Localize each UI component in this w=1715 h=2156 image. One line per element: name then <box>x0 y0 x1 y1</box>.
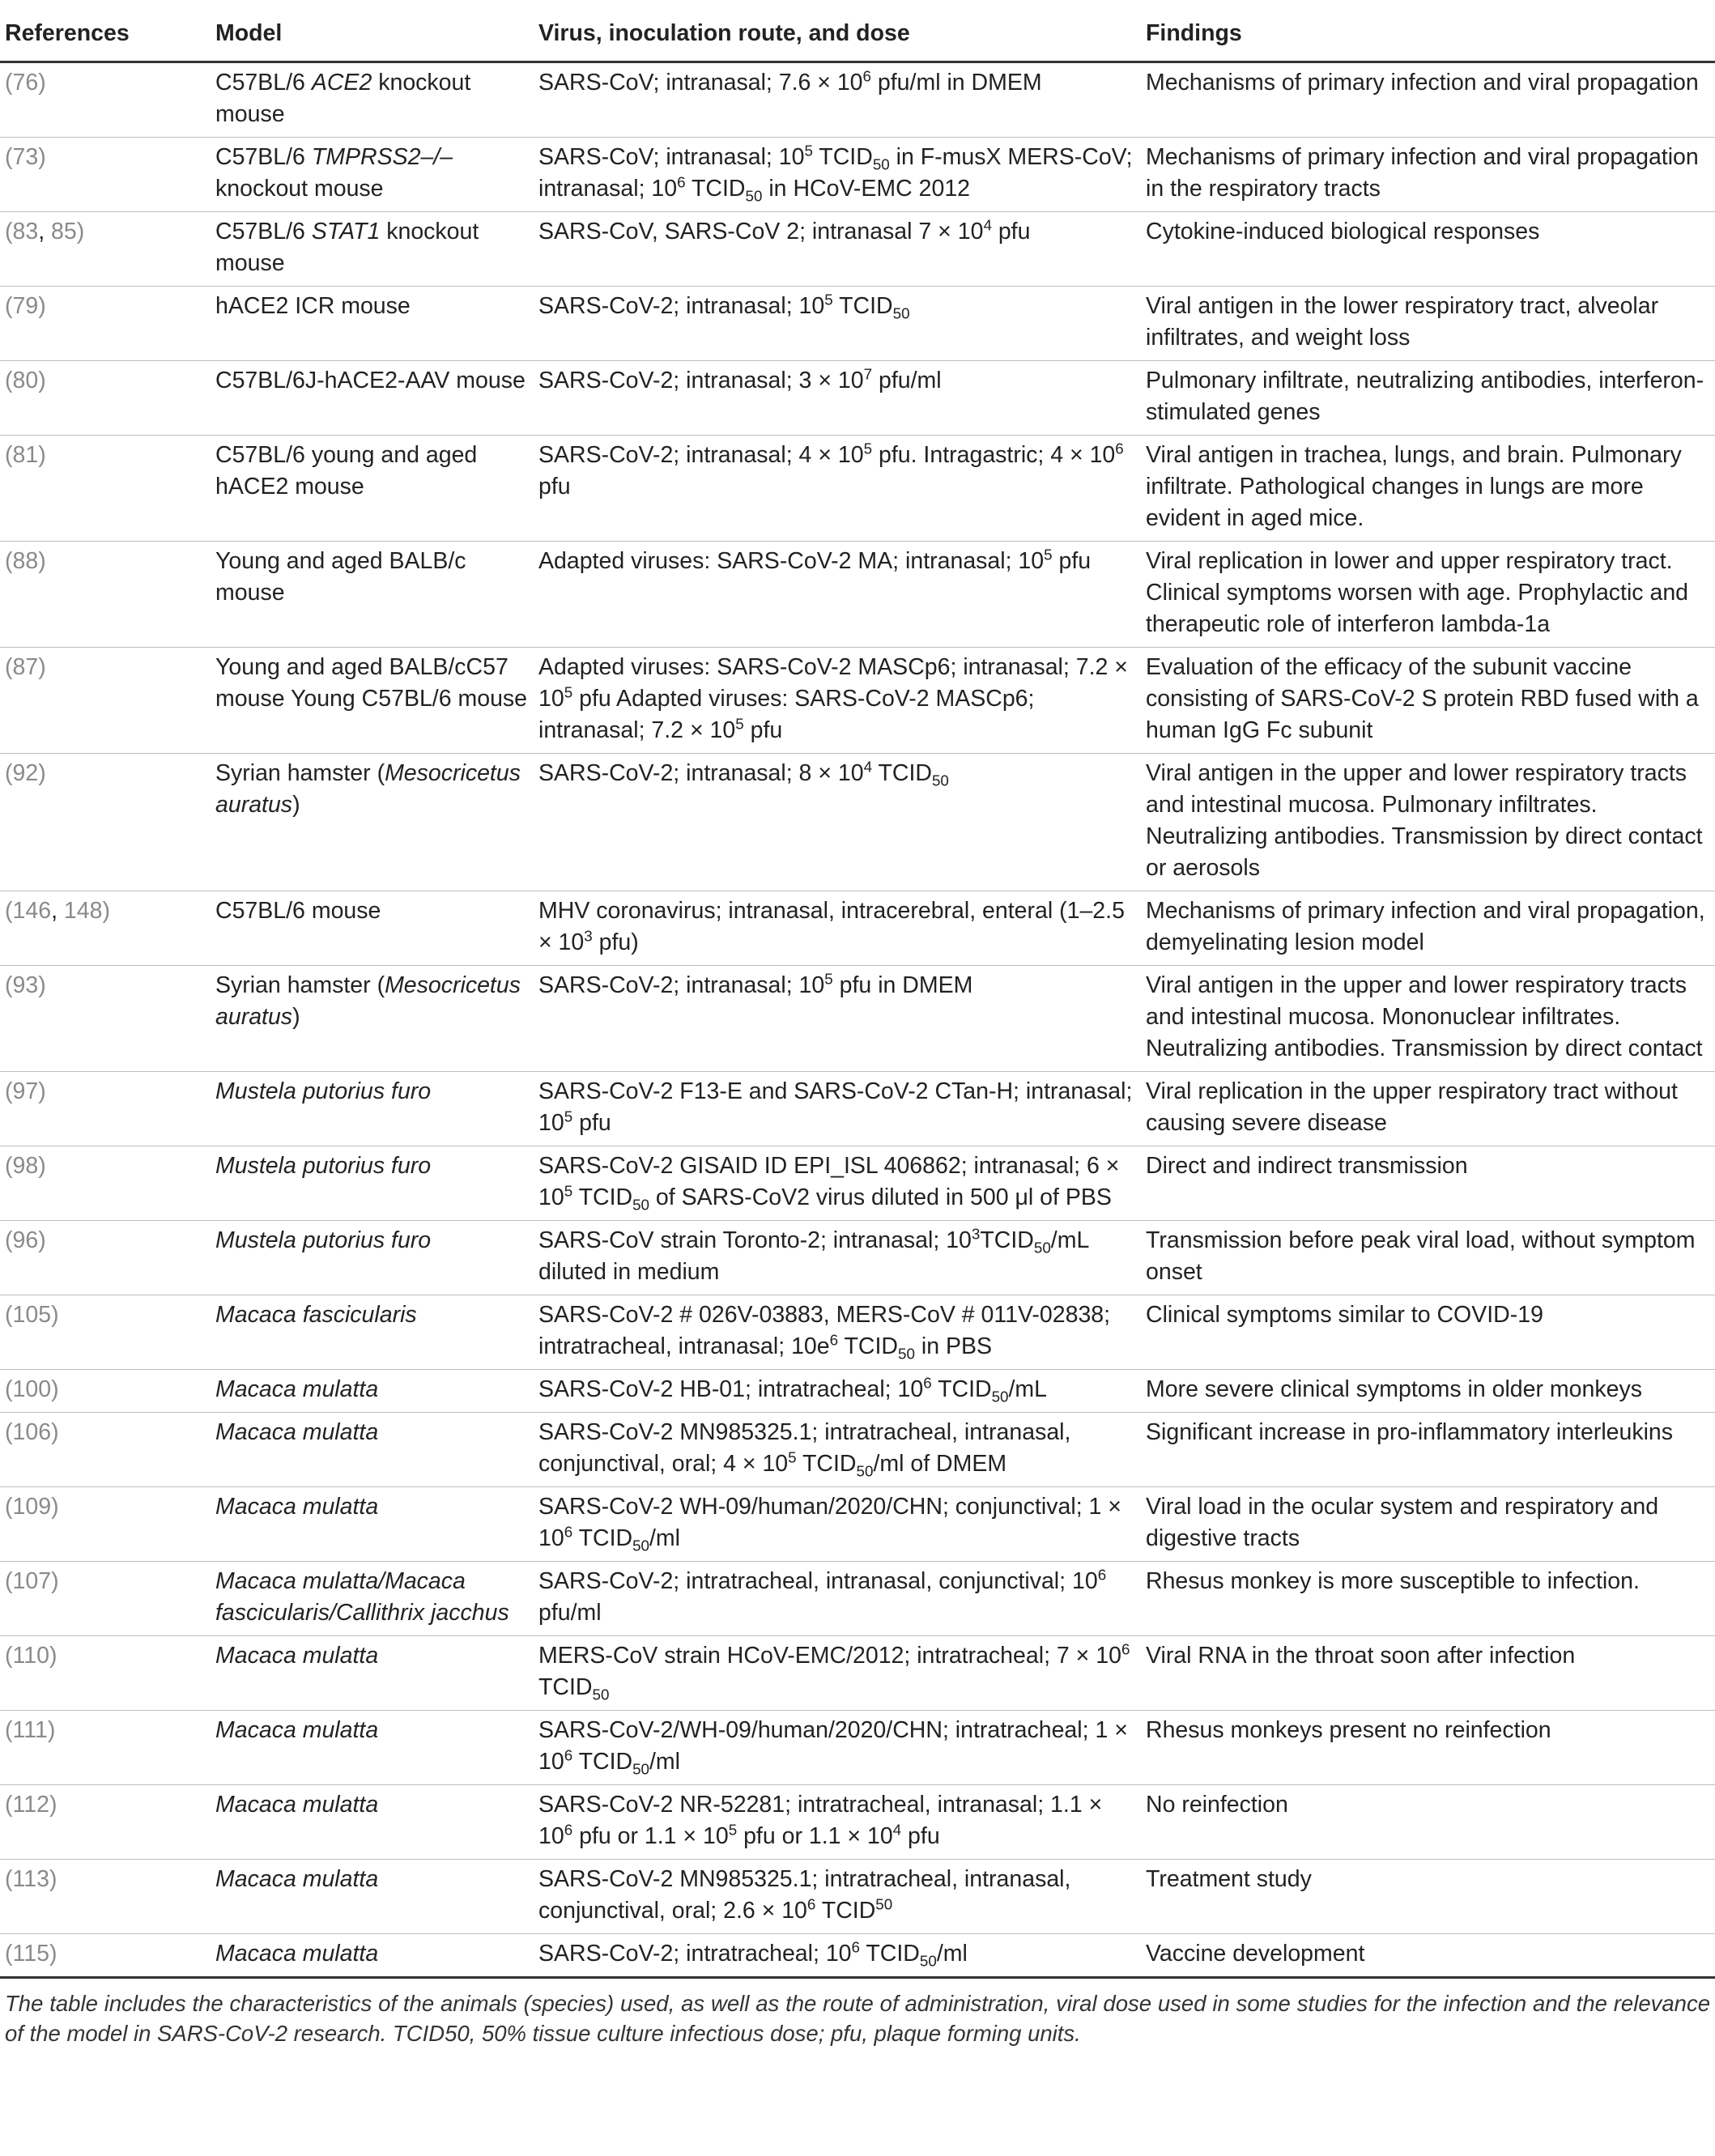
findings-cell: Significant increase in pro-inflammatory interleukins <box>1146 1413 1715 1487</box>
table-row <box>0 212 1715 287</box>
virus-route-dose-cell: SARS-CoV-2 GISAID ID EPI_ISL 406862; intranasal; $6 \times 10^5$ $TCID_{50}$ of SARS-CoV2 virus diluted in 500 μl of PBS <box>538 1146 1146 1221</box>
model-cell: C57BL/6 TMPRSS2–/– knockout mouse <box>215 138 538 212</box>
model-cell: Macaca mulatta <box>215 1934 538 1978</box>
virus-route-dose-cell: SARS-CoV strain Toronto-2; intranasal; $10^3TCID_{50}/mL$ diluted in medium <box>538 1221 1146 1295</box>
table-row <box>0 1072 1715 1146</box>
reference-punctuation: ( <box>5 972 13 998</box>
virus-route-dose-cell: SARS-CoV-2; intranasal; $3 \times 10^7$ pfu/ml <box>538 361 1146 436</box>
findings-cell: More severe clinical symptoms in older monkeys <box>1146 1370 1715 1413</box>
findings-cell: Viral antigen in the lower respiratory tract, alveolar infiltrates, and weight loss <box>1146 287 1715 361</box>
reference-link[interactable]: 85 <box>51 219 77 245</box>
reference-link[interactable]: 146 <box>12 898 52 924</box>
reference-cell <box>0 648 215 754</box>
findings-cell: Mechanisms of primary infection and viral propagation in the respiratory tracts <box>1146 138 1715 212</box>
table-caption: The table includes the characteristics of the animals (species) used, as well as the route of administration, viral dose used in some studies for the infection and the relevance of the model in SARS-CoV-2 research. TCID50, 50% tissue culture infectious dose; pfu, plaque forming units. <box>5 1991 1710 2046</box>
findings-cell: Direct and indirect transmission <box>1146 1146 1715 1221</box>
table-row <box>0 1295 1715 1370</box>
model-cell: Young and aged BALB/cC57 mouse Young C57BL/6 mouse <box>215 648 538 754</box>
table-row <box>0 1370 1715 1413</box>
reference-punctuation: ( <box>5 1419 13 1445</box>
reference-link[interactable]: 110 <box>12 1643 49 1669</box>
reference-punctuation: ( <box>5 1643 13 1669</box>
findings-cell: Clinical symptoms similar to COVID-19 <box>1146 1295 1715 1370</box>
reference-link[interactable]: 148 <box>63 898 103 924</box>
reference-punctuation: ) <box>38 654 46 680</box>
reference-punctuation: ( <box>5 368 13 393</box>
virus-route-dose-cell: SARS-CoV-2; intranasal; $10^5$ $TCID_{50}$ <box>538 287 1146 361</box>
reference-link[interactable]: 92 <box>12 760 39 786</box>
model-cell: Macaca mulatta <box>215 1860 538 1934</box>
header-findings: Findings <box>1146 6 1715 62</box>
reference-cell <box>0 361 215 436</box>
reference-cell <box>0 436 215 542</box>
reference-link[interactable]: 115 <box>12 1941 49 1967</box>
reference-cell <box>0 891 215 966</box>
table-row <box>0 62 1715 138</box>
table-row <box>0 1934 1715 1978</box>
reference-cell <box>0 1562 215 1636</box>
virus-route-dose-cell: SARS-CoV, SARS-CoV 2; intranasal $7 \times 10^4$ pfu <box>538 212 1146 287</box>
table-row <box>0 1487 1715 1562</box>
findings-cell: Viral replication in lower and upper respiratory tract. Clinical symptoms worsen with age. Prophylactic and therapeutic role of interferon lambda-1a <box>1146 542 1715 648</box>
reference-punctuation: ( <box>5 70 13 96</box>
reference-punctuation: ( <box>5 1568 13 1594</box>
header-references: References <box>0 6 215 62</box>
model-cell: Macaca mulatta <box>215 1785 538 1860</box>
header-row <box>0 6 1715 62</box>
reference-link[interactable]: 98 <box>12 1153 39 1179</box>
table-row <box>0 1221 1715 1295</box>
reference-cell <box>0 1370 215 1413</box>
reference-punctuation: ) <box>49 1866 57 1892</box>
model-cell: Syrian hamster (Mesocricetus auratus) <box>215 754 538 891</box>
reference-punctuation: ) <box>49 1643 57 1669</box>
model-cell: Macaca mulatta <box>215 1636 538 1711</box>
model-cell: C57BL/6 young and aged hACE2 mouse <box>215 436 538 542</box>
reference-cell <box>0 1934 215 1978</box>
reference-punctuation: ) <box>38 760 46 786</box>
model-cell: Macaca mulatta <box>215 1487 538 1562</box>
table-row <box>0 1562 1715 1636</box>
reference-link[interactable]: 76 <box>12 70 39 96</box>
reference-punctuation: ) <box>38 442 46 468</box>
reference-link[interactable]: 96 <box>12 1227 39 1253</box>
model-cell: C57BL/6 ACE2 knockout mouse <box>215 62 538 138</box>
model-cell: Macaca fascicularis <box>215 1295 538 1370</box>
model-cell: Mustela putorius furo <box>215 1146 538 1221</box>
reference-cell <box>0 1711 215 1785</box>
reference-punctuation: ( <box>5 144 13 170</box>
table-row <box>0 287 1715 361</box>
table-row <box>0 1636 1715 1711</box>
model-cell: C57BL/6 mouse <box>215 891 538 966</box>
reference-punctuation: ) <box>38 293 46 319</box>
reference-punctuation: ) <box>47 1717 56 1743</box>
table-row <box>0 361 1715 436</box>
reference-cell <box>0 1221 215 1295</box>
header-model: Model <box>215 6 538 62</box>
reference-link[interactable]: 80 <box>12 368 39 393</box>
findings-cell: Viral antigen in trachea, lungs, and brain. Pulmonary infiltrate. Pathological changes in lungs are more evident in aged mice. <box>1146 436 1715 542</box>
findings-cell: Rhesus monkeys present no reinfection <box>1146 1711 1715 1785</box>
reference-punctuation: ) <box>38 1153 46 1179</box>
reference-punctuation: ) <box>51 1376 59 1402</box>
findings-cell: Viral antigen in the upper and lower respiratory tracts and intestinal mucosa. Pulmonary infiltrates. Neutralizing antibodies. Transmission by direct contact or aerosols <box>1146 754 1715 891</box>
reference-punctuation: ( <box>5 1494 13 1520</box>
findings-cell: Pulmonary infiltrate, neutralizing antibodies, interferon-stimulated genes <box>1146 361 1715 436</box>
virus-route-dose-cell: SARS-CoV-2 WH-09/human/2020/CHN; conjunctival; $1 \times 10^6$ $TCID_{50}/ml$ <box>538 1487 1146 1562</box>
reference-punctuation: ) <box>51 1568 59 1594</box>
virus-route-dose-cell: SARS-CoV-2 F13-E and SARS-CoV-2 CTan-H; intranasal; $10^5$ pfu <box>538 1072 1146 1146</box>
reference-punctuation: ( <box>5 1376 13 1402</box>
model-cell: Mustela putorius furo <box>215 1221 538 1295</box>
reference-cell <box>0 62 215 138</box>
reference-cell <box>0 1785 215 1860</box>
reference-punctuation: ) <box>38 1078 46 1104</box>
reference-punctuation: ( <box>5 442 13 468</box>
reference-punctuation: ( <box>5 219 13 245</box>
reference-cell <box>0 1860 215 1934</box>
findings-cell: Mechanisms of primary infection and viral propagation <box>1146 62 1715 138</box>
reference-cell <box>0 1487 215 1562</box>
model-cell: Syrian hamster (Mesocricetus auratus) <box>215 966 538 1072</box>
reference-punctuation: ) <box>51 1302 59 1328</box>
reference-link[interactable]: 83 <box>12 219 39 245</box>
virus-route-dose-cell: SARS-CoV-2; intranasal; $4 \times 10^5$ pfu. Intragastric; $4 \times 10^6$ pfu <box>538 436 1146 542</box>
table-row <box>0 542 1715 648</box>
table-row <box>0 1711 1715 1785</box>
reference-link[interactable]: 81 <box>12 442 39 468</box>
reference-cell <box>0 966 215 1072</box>
reference-link[interactable]: 73 <box>12 144 39 170</box>
reference-punctuation: ( <box>5 760 13 786</box>
reference-punctuation: ) <box>38 1227 46 1253</box>
virus-route-dose-cell: SARS-CoV; intranasal; $7.6 \times 10^6$ pfu/ml in DMEM <box>538 62 1146 138</box>
reference-link[interactable]: 97 <box>12 1078 39 1104</box>
table-row <box>0 1413 1715 1487</box>
virus-route-dose-cell: SARS-CoV-2; intranasal; $8 \times 10^4$ $TCID_{50}$ <box>538 754 1146 891</box>
model-cell: C57BL/6J-hACE2-AAV mouse <box>215 361 538 436</box>
reference-link[interactable]: 87 <box>12 654 39 680</box>
header-virus-route-dose: Virus, inoculation route, and dose <box>538 6 1146 62</box>
virus-route-dose-cell: MERS-CoV strain HCoV-EMC/2012; intratracheal; $7 \times 10^6$ $TCID_{50}$ <box>538 1636 1146 1711</box>
reference-cell <box>0 1413 215 1487</box>
findings-cell: Viral replication in the upper respiratory tract without causing severe disease <box>1146 1072 1715 1146</box>
reference-punctuation: ( <box>5 1717 13 1743</box>
reference-punctuation: ( <box>5 548 13 574</box>
findings-cell: Viral load in the ocular system and respiratory and digestive tracts <box>1146 1487 1715 1562</box>
reference-cell <box>0 1146 215 1221</box>
reference-punctuation: ) <box>38 70 46 96</box>
virus-route-dose-cell: SARS-CoV-2/WH-09/human/2020/CHN; intratracheal; $1 \times 10^6$ $TCID_{50}/ml$ <box>538 1711 1146 1785</box>
virus-route-dose-cell: SARS-CoV-2 # 026V-03883, MERS-CoV # 011V-02838; intratracheal, intranasal; $10e^6$ $TCID_{50}$ in PBS <box>538 1295 1146 1370</box>
virus-route-dose-cell: SARS-CoV; intranasal; $10^5$ $TCID_{50}$ in F-musX MERS-CoV; intranasal; $10^6$ $TCID_{50}$ in HCoV-EMC 2012 <box>538 138 1146 212</box>
findings-cell: Evaluation of the efficacy of the subunit vaccine consisting of SARS-CoV-2 S protein RBD fused with a human IgG Fc subunit <box>1146 648 1715 754</box>
reference-punctuation: ( <box>5 1078 13 1104</box>
reference-cell <box>0 138 215 212</box>
model-cell: Mustela putorius furo <box>215 1072 538 1146</box>
reference-punctuation: ( <box>5 1866 13 1892</box>
findings-cell: Cytokine-induced biological responses <box>1146 212 1715 287</box>
reference-punctuation: ) <box>38 144 46 170</box>
reference-punctuation: ) <box>38 548 46 574</box>
model-cell: hACE2 ICR mouse <box>215 287 538 361</box>
table-row <box>0 891 1715 966</box>
findings-cell: Viral antigen in the upper and lower respiratory tracts and intestinal mucosa. Mononuclear infiltrates. Neutralizing antibodies. Transmission by direct contact <box>1146 966 1715 1072</box>
model-cell: Macaca mulatta <box>215 1370 538 1413</box>
findings-cell: Treatment study <box>1146 1860 1715 1934</box>
reference-cell <box>0 1072 215 1146</box>
virus-route-dose-cell: MHV coronavirus; intranasal, intracerebral, enteral ($1-2.5 \times 10^3$ pfu) <box>538 891 1146 966</box>
reference-punctuation: ) <box>51 1419 59 1445</box>
reference-punctuation: ) <box>38 368 46 393</box>
model-cell: Young and aged BALB/c mouse <box>215 542 538 648</box>
virus-route-dose-cell: SARS-CoV-2; intranasal; $10^5$ pfu in DMEM <box>538 966 1146 1072</box>
reference-link[interactable]: 106 <box>12 1419 52 1445</box>
reference-punctuation: ( <box>5 654 13 680</box>
table-row <box>0 1785 1715 1860</box>
virus-route-dose-cell: SARS-CoV-2 NR-52281; intratracheal, intranasal; $1.1 \times 10^6$ pfu or $1.1 \times 10^5$ pfu or $1.1 \times 10^4$ pfu <box>538 1785 1146 1860</box>
table-row <box>0 1146 1715 1221</box>
reference-punctuation: ) <box>102 898 110 924</box>
reference-link[interactable]: 105 <box>12 1302 52 1328</box>
reference-punctuation: ( <box>5 1153 13 1179</box>
reference-link[interactable]: 111 <box>12 1717 48 1743</box>
findings-cell: Rhesus monkey is more susceptible to infection. <box>1146 1562 1715 1636</box>
reference-cell <box>0 287 215 361</box>
reference-punctuation: , <box>51 898 64 924</box>
virus-route-dose-cell: SARS-CoV-2 MN985325.1; intratracheal, intranasal, conjunctival, oral; $4 \times 10^5$ $TCID_{50}/ml$ of DMEM <box>538 1413 1146 1487</box>
reference-link[interactable]: 88 <box>12 548 39 574</box>
reference-punctuation: ( <box>5 1792 13 1818</box>
reference-punctuation: ( <box>5 898 13 924</box>
virus-route-dose-cell: SARS-CoV-2 MN985325.1; intratracheal, intranasal, conjunctival, oral; $2.6 \times 10^6$ TCID$^{50}$ <box>538 1860 1146 1934</box>
reference-cell <box>0 212 215 287</box>
reference-link[interactable]: 109 <box>12 1494 52 1520</box>
reference-cell <box>0 1636 215 1711</box>
reference-punctuation: ( <box>5 1227 13 1253</box>
reference-punctuation: ) <box>38 972 46 998</box>
reference-punctuation: ( <box>5 1941 13 1967</box>
findings-cell: No reinfection <box>1146 1785 1715 1860</box>
table-row <box>0 1860 1715 1934</box>
reference-link[interactable]: 93 <box>12 972 39 998</box>
reference-punctuation: ) <box>76 219 85 245</box>
virus-route-dose-cell: SARS-CoV-2; intratracheal; $10^6$ $TCID_{50}/ml$ <box>538 1934 1146 1978</box>
findings-cell: Mechanisms of primary infection and viral propagation, demyelinating lesion model <box>1146 891 1715 966</box>
model-cell: Macaca mulatta <box>215 1413 538 1487</box>
table-body <box>0 62 1715 1978</box>
model-cell: Macaca mulatta <box>215 1711 538 1785</box>
reference-cell <box>0 1295 215 1370</box>
virus-route-dose-cell: SARS-CoV-2; intratracheal, intranasal, conjunctival; $10^6$ pfu/ml <box>538 1562 1146 1636</box>
reference-link[interactable]: 112 <box>12 1792 49 1818</box>
reference-punctuation: , <box>38 219 52 245</box>
reference-cell <box>0 542 215 648</box>
reference-punctuation: ( <box>5 293 13 319</box>
table-row <box>0 754 1715 891</box>
findings-cell: Viral RNA in the throat soon after infection <box>1146 1636 1715 1711</box>
findings-cell: Transmission before peak viral load, without symptom onset <box>1146 1221 1715 1295</box>
virus-route-dose-cell: SARS-CoV-2 HB-01; intratracheal; $10^6$ $TCID_{50}/mL$ <box>538 1370 1146 1413</box>
reference-link[interactable]: 100 <box>12 1376 52 1402</box>
reference-link[interactable]: 79 <box>12 293 39 319</box>
table-row <box>0 436 1715 542</box>
reference-punctuation: ) <box>51 1494 59 1520</box>
reference-link[interactable]: 113 <box>12 1866 49 1892</box>
reference-link[interactable]: 107 <box>12 1568 52 1594</box>
table-row <box>0 966 1715 1072</box>
reference-cell <box>0 754 215 891</box>
reference-punctuation: ) <box>49 1941 57 1967</box>
reference-punctuation: ) <box>49 1792 57 1818</box>
table-header <box>0 6 1715 62</box>
model-cell: C57BL/6 STAT1 knockout mouse <box>215 212 538 287</box>
table-row <box>0 138 1715 212</box>
animal-models-table <box>0 6 1715 1979</box>
model-cell: Macaca mulatta/Macaca fascicularis/Callithrix jacchus <box>215 1562 538 1636</box>
table-row <box>0 648 1715 754</box>
findings-cell: Vaccine development <box>1146 1934 1715 1978</box>
virus-route-dose-cell: Adapted viruses: SARS-CoV-2 MA; intranasal; $10^5$ pfu <box>538 542 1146 648</box>
virus-route-dose-cell: Adapted viruses: SARS-CoV-2 MASCp6; intranasal; $7.2 \times 10^5$ pfu Adapted viruses: SARS-CoV-2 MASCp6; intranasal; $7.2 \times 10^5$ pfu <box>538 648 1146 754</box>
reference-punctuation: ( <box>5 1302 13 1328</box>
